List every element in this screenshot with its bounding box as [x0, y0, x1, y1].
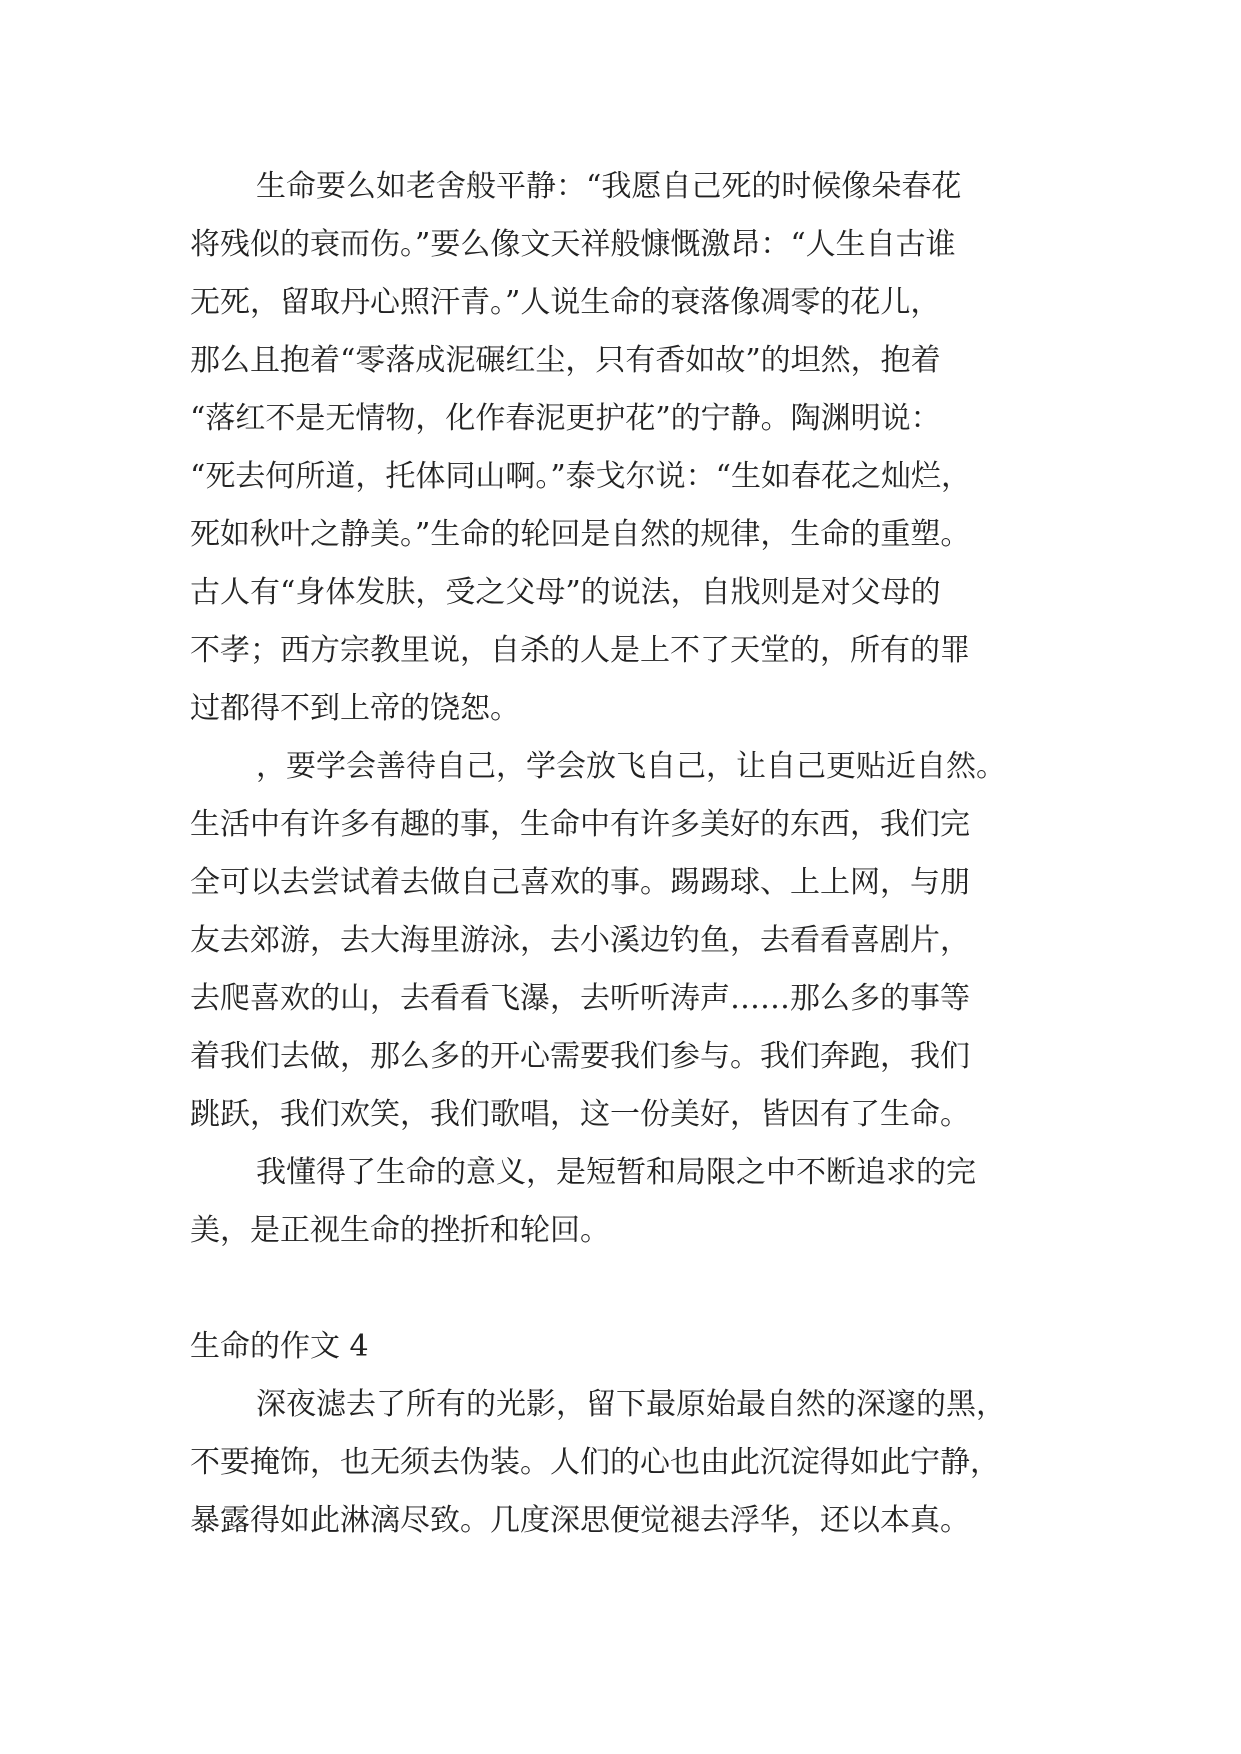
- paragraph-line: 过都得不到上帝的饶恕。: [190, 691, 520, 726]
- section-title: 生命的作文 4: [190, 1329, 369, 1364]
- paragraph-line: 那么且抱着“零落成泥碾红尘，只有香如故”的坦然，抱着: [190, 343, 941, 378]
- paragraph-line: “落红不是无情物，化作春泥更护花”的宁静。陶渊明说：: [190, 401, 941, 436]
- paragraph-line: 不孝；西方宗教里说，自杀的人是上不了天堂的，所有的罪: [190, 633, 970, 668]
- paragraph-line: 无死，留取丹心照汗青。”人说生命的衰落像凋零的花儿，: [190, 285, 941, 320]
- paragraph-line: 美，是正视生命的挫折和轮回。: [190, 1213, 610, 1248]
- paragraph-line: 着我们去做，那么多的开心需要我们参与。我们奔跑，我们: [190, 1039, 970, 1074]
- paragraph-line: 暴露得如此淋漓尽致。几度深思便觉褪去浮华，还以本真。: [190, 1503, 970, 1538]
- document-body: [190, 158, 1070, 1550]
- paragraph-line: 不要掩饰，也无须去伪装。人们的心也由此沉淀得如此宁静，: [190, 1445, 1000, 1480]
- paragraph-line: 跳跃，我们欢笑，我们歌唱，这一份美好，皆因有了生命。: [190, 1097, 970, 1132]
- paragraph-line: 将残似的衰而伤。”要么像文天祥般慷慨激昂：“人生自古谁: [190, 227, 956, 262]
- paragraph-line: 全可以去尝试着去做自己喜欢的事。踢踢球、上上网，与朋: [190, 865, 970, 900]
- paragraph-line: “死去何所道，托体同山啊。”泰戈尔说：“生如春花之灿烂，: [190, 459, 972, 494]
- paragraph-line: 我懂得了生命的意义，是短暂和局限之中不断追求的完: [256, 1155, 976, 1190]
- paragraph-line: ，要学会善待自己，学会放飞自己，让自己更贴近自然。: [256, 749, 1006, 784]
- paragraph-line: 死如秋叶之静美。”生命的轮回是自然的规律，生命的重塑。: [190, 517, 971, 552]
- paragraph-line: 深夜滤去了所有的光影，留下最原始最自然的深邃的黑，: [256, 1387, 1006, 1422]
- paragraph-line: 友去郊游，去大海里游泳，去小溪边钓鱼，去看看喜剧片，: [190, 923, 970, 958]
- paragraph-line: 生命要么如老舍般平静：“我愿自己死的时候像朵春花: [256, 169, 962, 204]
- paragraph-line: 生活中有许多有趣的事，生命中有许多美好的东西，我们完: [190, 807, 970, 842]
- paragraph-line: 古人有“身体发肤，受之父母”的说法，自戕则是对父母的: [190, 575, 941, 610]
- paragraph-line: 去爬喜欢的山，去看看飞瀑，去听听涛声……那么多的事等: [190, 981, 970, 1016]
